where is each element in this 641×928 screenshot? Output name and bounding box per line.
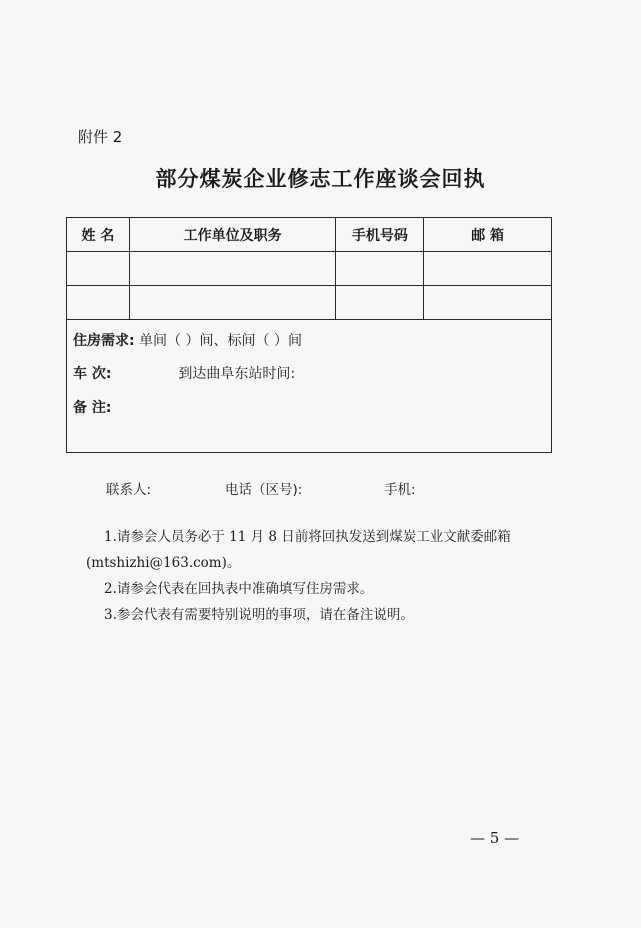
notes-list [86,524,556,628]
mobile-cell[interactable] [336,286,424,320]
column-header-employer: 工作单位及职务 [129,218,336,252]
column-header-email: 邮 箱 [424,218,552,252]
page-title: 部分煤炭企业修志工作座谈会回执 [155,166,486,191]
remark-label: 备 注: [73,400,112,416]
housing-line [73,330,302,350]
reply-form-table [66,217,552,453]
mobile-cell[interactable] [336,252,424,286]
employer-cell[interactable] [129,286,336,320]
note-item-continued: (mtshizhi@163.com)。 [86,555,241,571]
email-cell[interactable] [424,252,552,286]
table-header-row [67,218,552,252]
name-cell[interactable] [67,252,130,286]
column-header-mobile: 手机号码 [336,218,424,252]
note-item: 1.请参会人员务必于 11 月 8 日前将回执发送到煤炭工业文献委邮箱 [104,529,511,545]
page-number: — 5 — [470,829,520,847]
email-cell[interactable] [424,286,552,320]
train-label: 车 次: [73,366,112,382]
remark-line [73,397,111,417]
employer-cell[interactable] [129,252,336,286]
name-cell[interactable] [67,286,130,320]
table-row [67,286,552,320]
arrival-label: 到达曲阜东站时间: [178,366,296,382]
info-cell [67,320,552,453]
contact-phone-label: 电话（区号): [225,482,303,498]
info-row [67,320,552,453]
train-line [73,363,295,383]
note-item: 3.参会代表有需要特别说明的事项，请在备注说明。 [104,607,414,623]
housing-label: 住房需求: [73,333,135,349]
column-header-name: 姓 名 [67,218,130,252]
housing-text: 单间（ ）间、标间（ ）间 [139,333,302,349]
contact-person-label: 联系人: [106,482,152,498]
contact-mobile-label: 手机: [384,482,416,498]
note-item: 2.请参会代表在回执表中准确填写住房需求。 [104,581,374,597]
table-row [67,252,552,286]
attachment-label: 附件 2 [78,128,123,146]
